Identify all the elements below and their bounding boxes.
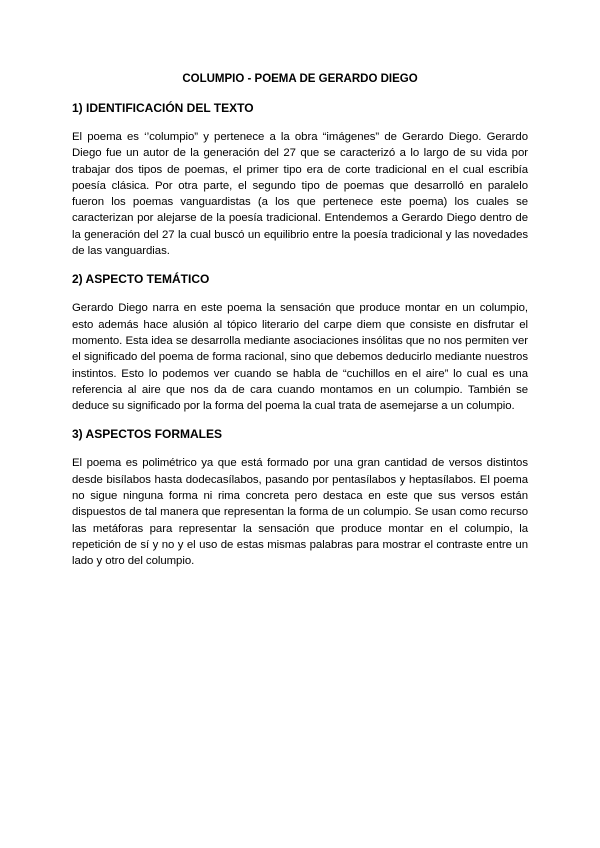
section-paragraph: El poema es polimétrico ya que está formado por una gran cantidad de versos distintos desde bisílabos hasta dodecasílabos, pasando por pentasílabos y heptasílabos. El poema no sigue ninguna forma ni rima concreta pero destaca en este que sus versos están dispuestos de tal manera que representan la forma de un columpio. Se usan como recurso las metáforas para representar la sensación que produce montar en el columpio, la repetición de sí y no y el uso de estas mismas palabras para mostrar el contraste entre un lado y otro del columpio. (72, 457, 528, 568)
section-paragraph: Gerardo Diego narra en este poema la sensación que produce montar en un columpio, esto además hace alusión al tópico literario del carpe diem que consiste en disfrutar el momento. Esta idea se desarrolla mediante asociaciones insólitas que no nos permiten ver el significado del poema de forma racional, sino que debemos deducirlo mediante nuestros instintos. Esto lo podemos ver cuando se habla de “cuchillos en el aire” lo cual es una referencia al aire que nos da de cara cuando montamos en un columpio. También se deduce su significado por la forma del poema la cual trata de asemejarse a un columpio. (72, 302, 528, 413)
section-heading: 2) ASPECTO TEMÁTICO (72, 272, 210, 287)
section-heading: 1) IDENTIFICACIÓN DEL TEXTO (72, 101, 254, 115)
section-heading: 3) ASPECTOS FORMALES (72, 427, 223, 442)
document-title: COLUMPIO - POEMA DE GERARDO DIEGO (182, 73, 418, 85)
section-aspecto-tematico (72, 272, 528, 414)
document-page (72, 72, 528, 583)
section-aspectos-formales (72, 427, 528, 569)
section-identificacion (72, 101, 528, 259)
section-paragraph: El poema es ‘’columpio” y pertenece a la obra “imágenes” de Gerardo Diego. Gerardo Diego fue un autor de la generación del 27 que se caracterizó a lo largo de su vida por trabajar dos tipos de poemas, el primer tipo era de corte tradicional en el cual escribía poesía clásica. Por otra parte, el segundo tipo de poemas que desarrolló en paralelo fueron los poemas vanguardistas (a los que pertenece este poema) los cuales se caracterizan por alejarse de la poesía tradicional. Entendemos a Gerardo Diego dentro de la generación del 27 la cual buscó un equilibrio entre la poesía tradicional y las novedades de las vanguardias. (72, 131, 528, 258)
